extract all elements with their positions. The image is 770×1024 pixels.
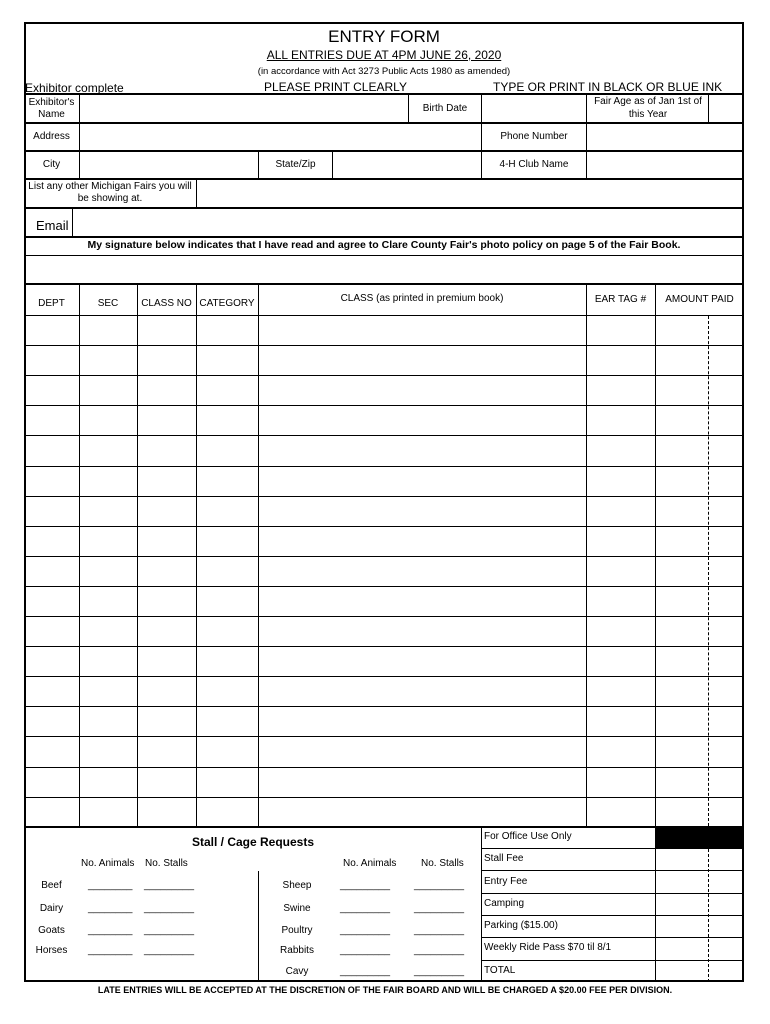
stall-animal-label: Goats: [38, 925, 65, 936]
phone-input[interactable]: [587, 124, 743, 149]
table-cell[interactable]: [259, 768, 585, 796]
table-cell[interactable]: [259, 617, 585, 645]
table-cell[interactable]: [138, 647, 195, 675]
table-cell[interactable]: [656, 768, 743, 796]
stall-animal-label: Sheep: [282, 880, 312, 891]
city-label: City: [42, 159, 61, 170]
column-header: CLASS (as printed in premium book): [340, 293, 504, 304]
accordance-note: (in accordance with Act 3273 Public Acts 1980 as amended): [257, 66, 511, 77]
table-cell[interactable]: [587, 647, 654, 675]
table-cell[interactable]: [138, 376, 195, 404]
table-cell[interactable]: [197, 557, 257, 585]
table-cell[interactable]: [138, 677, 195, 705]
office-amount-input[interactable]: [656, 961, 708, 981]
stall-stalls-blank[interactable]: _________: [144, 925, 195, 936]
other-fairs-label-1: List any other Michigan Fairs you will: [28, 181, 192, 192]
column-header: CLASS NO: [141, 298, 192, 309]
phone-label: Phone Number: [500, 131, 568, 142]
club-input[interactable]: [587, 152, 743, 177]
table-cell[interactable]: [656, 527, 743, 555]
table-cell[interactable]: [656, 737, 743, 765]
table-cell[interactable]: [587, 316, 654, 344]
table-cell[interactable]: [25, 677, 78, 705]
right-col-stalls: No. Stalls: [421, 858, 464, 869]
table-cell[interactable]: [259, 798, 585, 826]
table-cell[interactable]: [259, 707, 585, 735]
exhibitor-name-label-1: Exhibitor's: [28, 97, 75, 108]
table-cell[interactable]: [25, 436, 78, 464]
table-cell[interactable]: [25, 316, 78, 344]
table-cell[interactable]: [587, 587, 654, 615]
table-cell[interactable]: [25, 406, 78, 434]
stall-stalls-blank[interactable]: _________: [414, 880, 465, 891]
stall-animal-label: Rabbits: [280, 945, 314, 956]
table-cell[interactable]: [25, 617, 78, 645]
table-cell[interactable]: [25, 346, 78, 374]
office-blackout: [656, 827, 744, 848]
table-cell[interactable]: [138, 557, 195, 585]
table-cell[interactable]: [197, 346, 257, 374]
office-amount-input[interactable]: [656, 894, 708, 914]
stall-stalls-blank[interactable]: _________: [144, 903, 195, 914]
table-cell[interactable]: [138, 346, 195, 374]
table-cell[interactable]: [587, 737, 654, 765]
office-amount-input[interactable]: [656, 938, 708, 958]
table-cell[interactable]: [587, 436, 654, 464]
birth-date-input[interactable]: [482, 95, 585, 121]
table-cell[interactable]: [587, 467, 654, 495]
table-cell[interactable]: [80, 677, 136, 705]
table-cell[interactable]: [587, 617, 654, 645]
table-cell[interactable]: [25, 798, 78, 826]
column-header: AMOUNT PAID: [665, 294, 734, 305]
form-title: ENTRY FORM: [328, 27, 440, 46]
table-cell[interactable]: [197, 467, 257, 495]
office-amount-input[interactable]: [656, 871, 708, 891]
table-cell[interactable]: [80, 768, 136, 796]
stall-stalls-blank[interactable]: _________: [414, 966, 465, 977]
table-cell[interactable]: [259, 406, 585, 434]
stall-animals-blank[interactable]: ________: [88, 880, 133, 891]
table-cell[interactable]: [138, 497, 195, 525]
table-cell[interactable]: [80, 587, 136, 615]
table-cell[interactable]: [197, 617, 257, 645]
state-zip-label: State/Zip: [275, 159, 316, 170]
table-cell[interactable]: [656, 376, 743, 404]
exhibitor-name-input[interactable]: [80, 95, 407, 121]
table-cell[interactable]: [656, 346, 743, 374]
table-cell[interactable]: [80, 346, 136, 374]
table-cell[interactable]: [197, 497, 257, 525]
table-cell[interactable]: [197, 768, 257, 796]
table-cell[interactable]: [656, 707, 743, 735]
table-cell[interactable]: [197, 376, 257, 404]
left-col-animals: No. Animals: [81, 858, 135, 869]
table-cell[interactable]: [138, 617, 195, 645]
table-cell[interactable]: [138, 436, 195, 464]
table-cell[interactable]: [80, 376, 136, 404]
stall-animal-label: Poultry: [281, 925, 313, 936]
table-cell[interactable]: [25, 557, 78, 585]
table-cell[interactable]: [80, 436, 136, 464]
address-input[interactable]: [80, 124, 480, 149]
table-cell[interactable]: [197, 707, 257, 735]
table-cell[interactable]: [259, 316, 585, 344]
city-input[interactable]: [80, 152, 257, 177]
table-cell[interactable]: [25, 527, 78, 555]
table-cell[interactable]: [587, 768, 654, 796]
table-cell[interactable]: [259, 376, 585, 404]
table-cell[interactable]: [656, 467, 743, 495]
left-col-stalls: No. Stalls: [145, 858, 188, 869]
stall-stalls-blank[interactable]: _________: [414, 945, 465, 956]
stall-animals-blank[interactable]: _________: [340, 945, 391, 956]
table-cell[interactable]: [656, 406, 743, 434]
table-cell[interactable]: [259, 527, 585, 555]
column-header: EAR TAG #: [594, 294, 647, 305]
table-cell[interactable]: [587, 376, 654, 404]
column-header: SEC: [97, 298, 119, 309]
stall-animal-label: Swine: [283, 903, 311, 914]
table-cell[interactable]: [259, 677, 585, 705]
table-cell[interactable]: [25, 647, 78, 675]
office-title: For Office Use Only: [484, 831, 572, 842]
stall-animals-blank[interactable]: ________: [88, 925, 133, 936]
stall-animals-blank[interactable]: _________: [340, 903, 391, 914]
table-cell[interactable]: [259, 737, 585, 765]
stall-animals-blank[interactable]: ________: [88, 945, 133, 956]
fair-age-label-1: Fair Age as of Jan 1st of: [594, 96, 702, 107]
address-label: Address: [33, 131, 70, 142]
table-cell[interactable]: [25, 707, 78, 735]
state-zip-input[interactable]: [333, 152, 480, 177]
table-cell[interactable]: [25, 497, 78, 525]
table-cell[interactable]: [656, 677, 743, 705]
table-cell[interactable]: [80, 557, 136, 585]
table-cell[interactable]: [259, 497, 585, 525]
stall-animal-label: Cavy: [285, 966, 309, 977]
office-item-label: Stall Fee: [484, 853, 524, 864]
stall-title: Stall / Cage Requests: [191, 835, 315, 849]
table-cell[interactable]: [25, 467, 78, 495]
birth-date-label: Birth Date: [422, 103, 468, 114]
table-cell[interactable]: [25, 587, 78, 615]
table-cell[interactable]: [80, 737, 136, 765]
table-cell[interactable]: [259, 587, 585, 615]
office-item-label: Camping: [484, 898, 525, 909]
stall-stalls-blank[interactable]: _________: [144, 945, 195, 956]
office-item-label: Weekly Ride Pass $70 til 8/1: [484, 942, 612, 953]
signature-note: My signature below indicates that I have read and agree to Clare County Fair's photo policy on page 5 of the Fair Book.: [87, 239, 681, 251]
table-cell[interactable]: [138, 527, 195, 555]
stall-animals-blank[interactable]: _________: [340, 880, 391, 891]
exhibitor-complete: Exhibitor complete: [25, 81, 124, 95]
office-item-label: TOTAL: [484, 965, 516, 976]
email-label: Email: [36, 218, 69, 233]
table-cell[interactable]: [259, 436, 585, 464]
table-cell[interactable]: [656, 617, 743, 645]
table-cell[interactable]: [259, 346, 585, 374]
table-cell[interactable]: [25, 768, 78, 796]
fair-age-input[interactable]: [709, 95, 743, 121]
stall-animal-label: Dairy: [39, 903, 64, 914]
table-cell[interactable]: [80, 798, 136, 826]
table-cell[interactable]: [138, 467, 195, 495]
column-header: DEPT: [38, 298, 65, 309]
other-fairs-label-2: be showing at.: [77, 193, 143, 204]
table-cell[interactable]: [197, 587, 257, 615]
stall-animals-blank[interactable]: ________: [88, 903, 133, 914]
stall-stalls-blank[interactable]: _________: [144, 880, 195, 891]
signature-input[interactable]: [25, 257, 743, 282]
ink-note: TYPE OR PRINT IN BLACK OR BLUE INK: [493, 80, 723, 94]
print-clearly: PLEASE PRINT CLEARLY: [264, 80, 407, 94]
stall-animals-blank[interactable]: _________: [340, 925, 391, 936]
table-cell[interactable]: [197, 406, 257, 434]
stall-stalls-blank[interactable]: _________: [414, 925, 465, 936]
stall-animal-label: Beef: [41, 880, 62, 891]
table-cell[interactable]: [197, 677, 257, 705]
fair-age-label-2: this Year: [628, 109, 668, 120]
right-col-animals: No. Animals: [343, 858, 397, 869]
table-cell[interactable]: [587, 497, 654, 525]
table-cell[interactable]: [138, 768, 195, 796]
late-entries-note: LATE ENTRIES WILL BE ACCEPTED AT THE DISCRETION OF THE FAIR BOARD AND WILL BE CHARGED A $20.00 FEE PER DIVISION.: [97, 985, 673, 995]
table-cell[interactable]: [80, 316, 136, 344]
table-cell[interactable]: [80, 406, 136, 434]
table-cell[interactable]: [80, 467, 136, 495]
table-cell[interactable]: [138, 737, 195, 765]
table-cell[interactable]: [80, 497, 136, 525]
due-date: ALL ENTRIES DUE AT 4PM JUNE 26, 2020: [266, 48, 502, 62]
exhibitor-name-label-2: Name: [38, 109, 65, 120]
office-item-label: Parking ($15.00): [484, 920, 558, 931]
table-cell[interactable]: [25, 376, 78, 404]
office-amount-input[interactable]: [656, 849, 708, 869]
table-cell[interactable]: [259, 467, 585, 495]
stall-animals-blank[interactable]: _________: [340, 966, 391, 977]
table-cell[interactable]: [259, 557, 585, 585]
table-cell[interactable]: [656, 557, 743, 585]
table-cell[interactable]: [80, 707, 136, 735]
table-cell[interactable]: [138, 406, 195, 434]
table-cell[interactable]: [587, 707, 654, 735]
table-cell[interactable]: [587, 406, 654, 434]
table-cell[interactable]: [138, 707, 195, 735]
email-input[interactable]: [73, 209, 743, 235]
table-cell[interactable]: [656, 647, 743, 675]
table-cell[interactable]: [197, 436, 257, 464]
table-cell[interactable]: [197, 798, 257, 826]
table-cell[interactable]: [656, 316, 743, 344]
table-cell[interactable]: [656, 798, 743, 826]
table-cell[interactable]: [80, 647, 136, 675]
stall-stalls-blank[interactable]: _________: [414, 903, 465, 914]
table-cell[interactable]: [138, 316, 195, 344]
table-cell[interactable]: [587, 346, 654, 374]
table-cell[interactable]: [656, 497, 743, 525]
table-cell[interactable]: [587, 798, 654, 826]
table-cell[interactable]: [138, 798, 195, 826]
table-cell[interactable]: [587, 527, 654, 555]
table-cell[interactable]: [587, 557, 654, 585]
column-header: CATEGORY: [199, 298, 255, 309]
table-cell[interactable]: [259, 647, 585, 675]
table-cell[interactable]: [587, 677, 654, 705]
table-cell[interactable]: [80, 527, 136, 555]
office-amount-input[interactable]: [656, 916, 708, 936]
table-cell[interactable]: [197, 647, 257, 675]
table-cell[interactable]: [197, 737, 257, 765]
table-cell[interactable]: [197, 527, 257, 555]
club-label: 4-H Club Name: [499, 159, 569, 170]
table-cell[interactable]: [25, 737, 78, 765]
table-cell[interactable]: [656, 436, 743, 464]
other-fairs-input[interactable]: [197, 180, 743, 206]
table-cell[interactable]: [80, 617, 136, 645]
table-cell[interactable]: [656, 587, 743, 615]
stall-animal-label: Horses: [35, 945, 68, 956]
table-cell[interactable]: [197, 316, 257, 344]
office-item-label: Entry Fee: [484, 876, 528, 887]
table-cell[interactable]: [138, 587, 195, 615]
